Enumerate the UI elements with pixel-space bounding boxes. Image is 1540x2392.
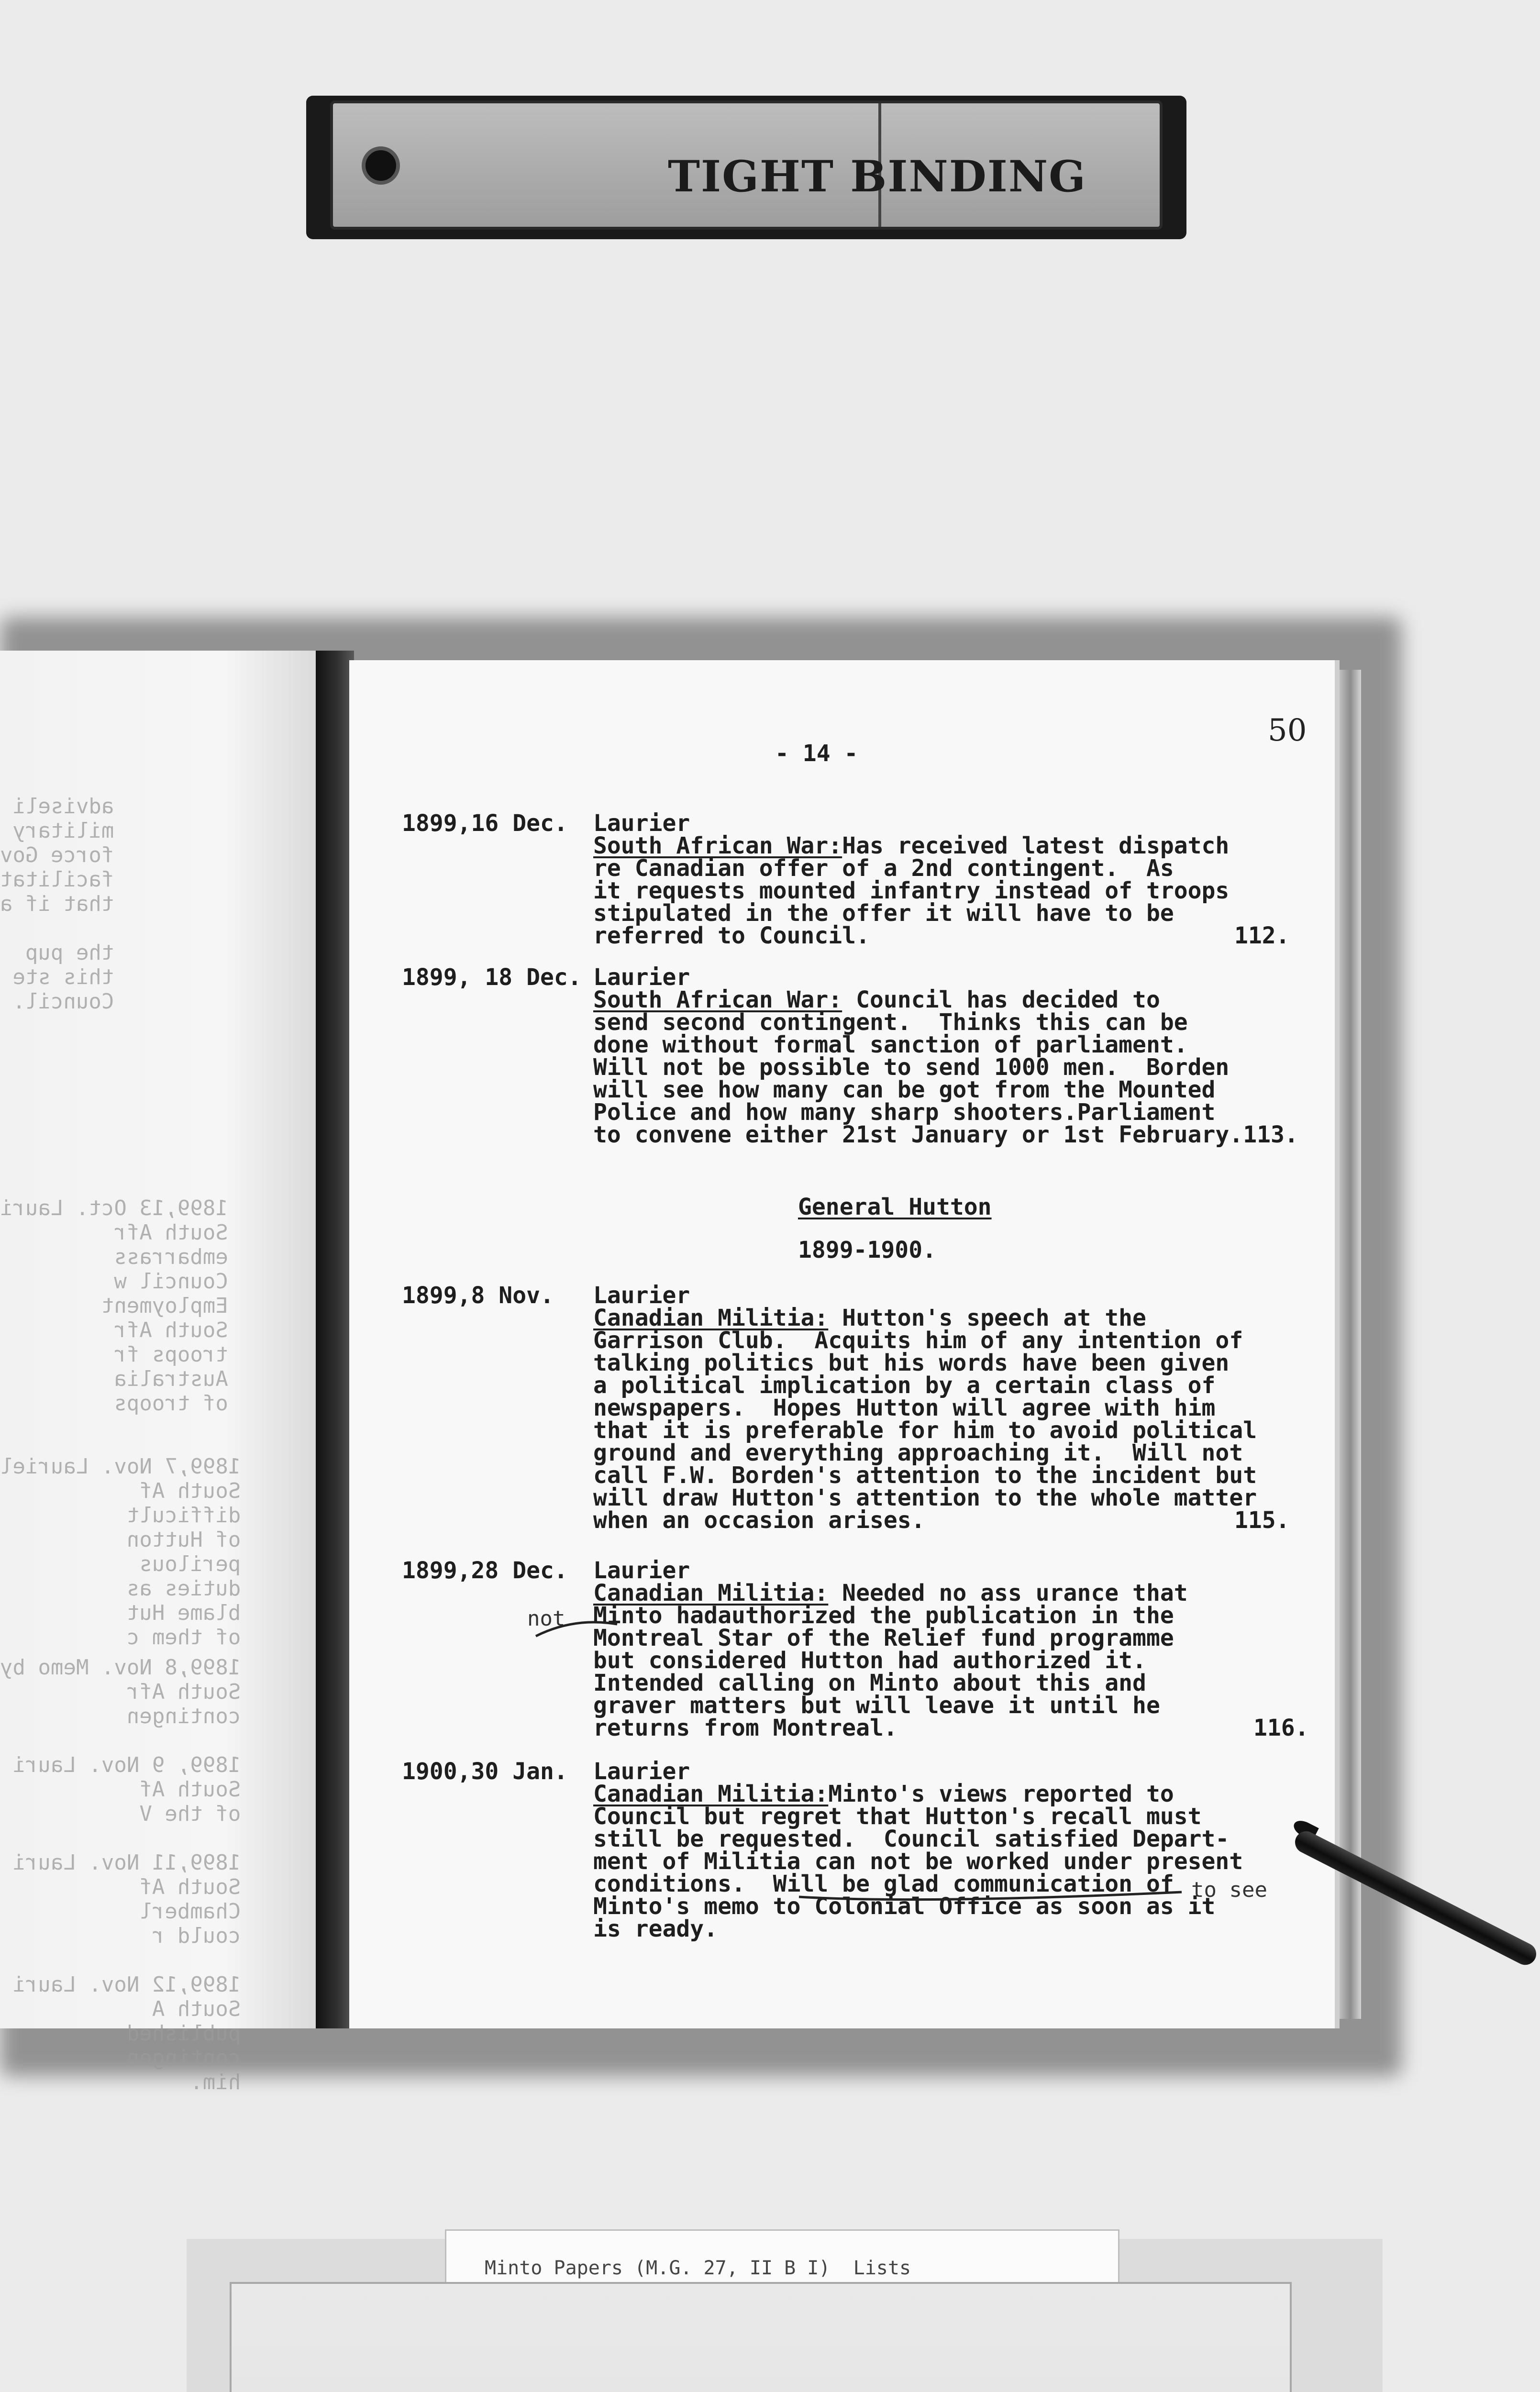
entry-line: when an occasion arises.: [593, 1507, 925, 1534]
entry-line: stipulated in the offer it will have to be: [593, 900, 1174, 927]
inline-note: to see: [1191, 1878, 1267, 1902]
annotation-strokes: [349, 660, 1335, 2028]
entry-line: Police and how many sharp shooters.Parliament: [593, 1099, 1216, 1126]
entry-subject: South African War:: [593, 832, 842, 859]
typed-page: [349, 660, 1340, 2028]
entry-line: returns from Montreal.: [593, 1715, 897, 1741]
margin-note: not: [527, 1606, 565, 1631]
bleed-through-text: 1899,7 Nov. Lauriel South Af difficult of Hutton perilous duties as blame Hut of them c: [0, 1454, 241, 1650]
entry-date: 1900,30 Jan.: [402, 1758, 568, 1785]
entry-line: Will not be possible to send 1000 men. Borden: [593, 1054, 1230, 1081]
entry-line: Minto hadauthorized the publication in the: [593, 1602, 1174, 1629]
left-page: [0, 651, 321, 2094]
entry-line: talking politics but his words have been given: [593, 1350, 1230, 1376]
entry-line: a political implication by a certain class of: [593, 1372, 1216, 1399]
entry-subject: Canadian Militia:: [593, 1781, 829, 1807]
section-years: 1899-1900.: [798, 1237, 936, 1263]
entry-line: referred to Council.: [593, 922, 870, 949]
page-number: - 14 -: [775, 740, 858, 767]
entry-line: Hutton's speech at the: [828, 1305, 1146, 1331]
entry-date: 1899,8 Nov.: [402, 1282, 554, 1309]
entry-date: 1899,28 Dec.: [402, 1557, 568, 1584]
entry-line: that it is preferable for him to avoid political: [593, 1417, 1257, 1444]
entry-line: it requests mounted infantry instead of troops: [593, 877, 1230, 904]
page-edge: [1340, 670, 1361, 2019]
book-gutter: [316, 651, 354, 2028]
folio-stamp: 50: [1268, 713, 1307, 748]
entry-line: Minto's memo to Colonial Office as soon as it: [593, 1893, 1216, 1920]
entry-name: Laurier: [593, 1557, 690, 1584]
entry-line: newspapers. Hopes Hutton will agree with him: [593, 1395, 1216, 1421]
entry-ref: 116.: [1253, 1715, 1309, 1741]
bleed-through-text: adviseli military force Gov facilitat that if a the pup this ste Council.: [0, 794, 114, 1014]
entry-name: Laurier: [593, 1282, 690, 1309]
entry-line: Montreal Star of the Relief fund programme: [593, 1625, 1174, 1651]
entry-line: re Canadian offer of a 2nd contingent. As: [593, 855, 1174, 882]
entry-line: is ready.: [593, 1916, 718, 1942]
entry-line: Minto's views reported to: [828, 1781, 1174, 1807]
entry-date: 1899, 18 Dec.: [402, 964, 582, 991]
entry-line: Council but regret that Hutton's recall must: [593, 1803, 1202, 1830]
entry-ref: 113.: [1243, 1121, 1298, 1148]
entry-name: Laurier: [593, 810, 690, 837]
index-strip-text: Minto Papers (M.G. 27, II B I) Lists: [485, 2257, 911, 2279]
entry-line: will see how many can be got from the Mounted: [593, 1076, 1216, 1103]
entry-subject: Canadian Militia:: [593, 1580, 829, 1606]
tight-binding-label: [330, 100, 1163, 230]
archives-card: [230, 2282, 1292, 2392]
section-heading: General Hutton: [798, 1194, 992, 1220]
entry-name: Laurier: [593, 964, 690, 991]
entry-line: Has received latest dispatch: [842, 832, 1230, 859]
entry-line: still be requested. Council satisfied Depart-: [593, 1826, 1230, 1852]
entry-line: ment of Militia can not be worked under present: [593, 1848, 1243, 1875]
entry-line: but considered Hutton had authorized it.: [593, 1647, 1146, 1674]
entry-ref: 115.: [1234, 1507, 1290, 1534]
entry-line: ground and everything approaching it. Will not: [593, 1440, 1243, 1466]
entry-subject: South African War:: [593, 986, 842, 1013]
entry-line: Garrison Club. Acquits him of any intention of: [593, 1327, 1243, 1354]
entry-line: will draw Hutton's attention to the whole matter: [593, 1484, 1257, 1511]
entry-ref: 112.: [1234, 922, 1290, 949]
entry-line: send second contingent. Thinks this can be: [593, 1009, 1188, 1036]
bleed-through-text: 1899,8 Nov. Memo by South Afr contingen 1899, 9 Nov. Lauri South Af of the V 1899,11 Nov. Lauri South Af Chamberl could r 1899,12 Nov. Lauri South A published contingen him.: [0, 1655, 241, 2094]
entry-subject: Canadian Militia:: [593, 1305, 829, 1331]
entry-name: Laurier: [593, 1758, 690, 1785]
entry-line: Intended calling on Minto about this and: [593, 1670, 1146, 1696]
label-hole: [362, 146, 400, 185]
entry-line: conditions. Will be glad communication of: [593, 1871, 1174, 1897]
entry-line: graver matters but will leave it until he: [593, 1692, 1160, 1719]
entry-line: Council has decided to: [842, 986, 1160, 1013]
entry-line: done without formal sanction of parliament.: [593, 1031, 1188, 1058]
entry-line: Needed no ass urance that: [828, 1580, 1188, 1606]
tight-binding-text: TIGHT BINDING: [668, 151, 1086, 202]
bleed-through-text: 1899,13 Oct. Lauri South Afr embarrass Council w Employment South Afr troops fr Australia of troops: [0, 1196, 228, 1416]
entry-line: to convene either 21st January or 1st February.: [593, 1121, 1243, 1148]
entry-date: 1899,16 Dec.: [402, 810, 568, 837]
entry-line: call F.W. Borden's attention to the incident but: [593, 1462, 1257, 1489]
